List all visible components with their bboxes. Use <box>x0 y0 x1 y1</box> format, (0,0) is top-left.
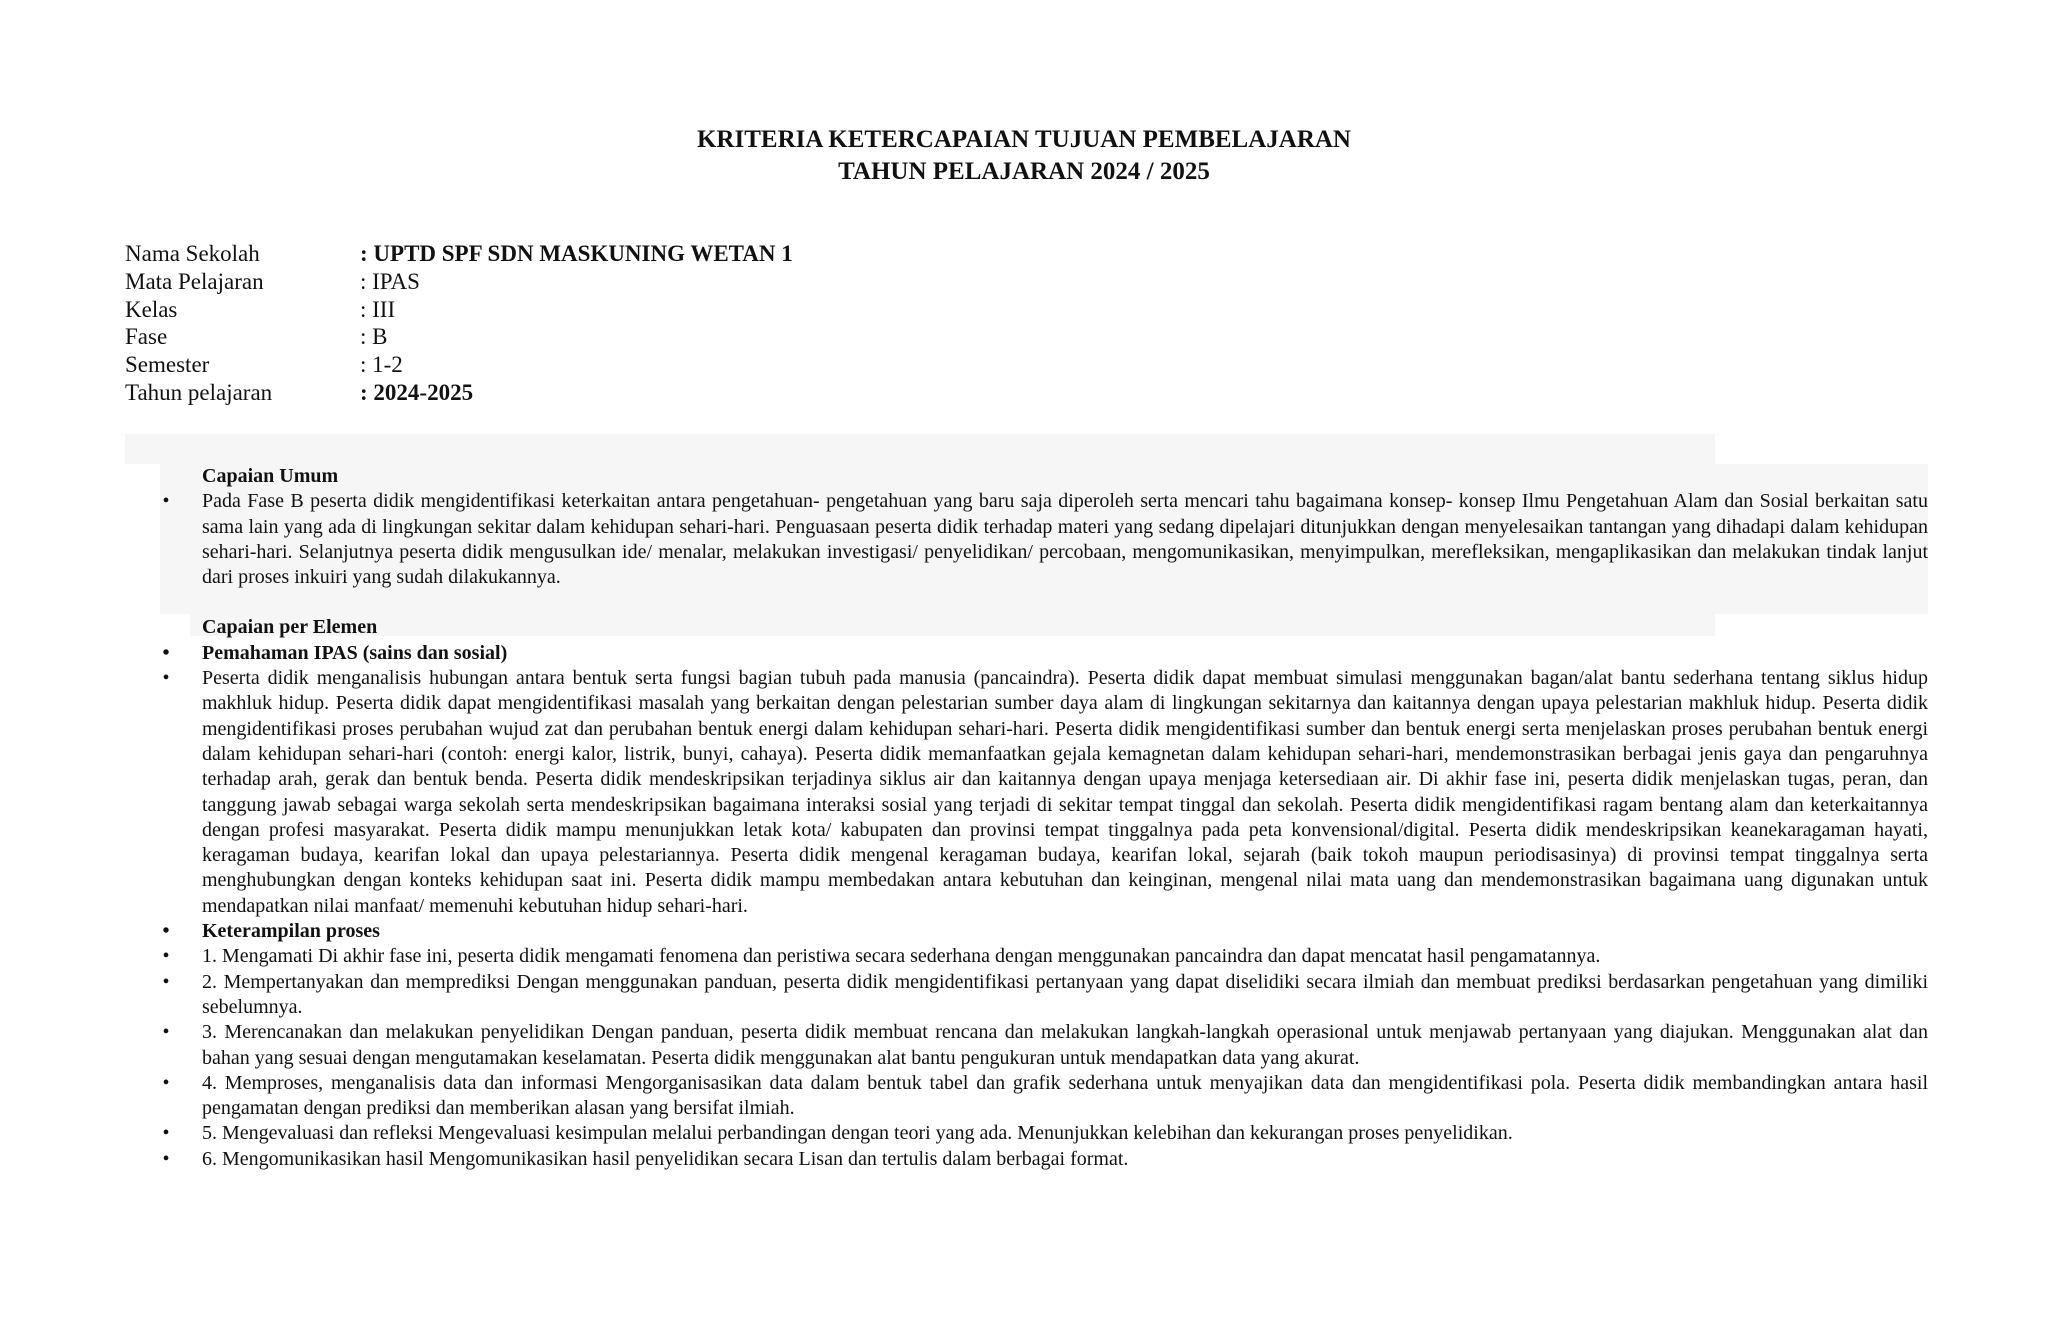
info-value: : IPAS <box>360 268 420 294</box>
capaian-elemen-heading: Capaian per Elemen <box>202 616 378 639</box>
info-value: : 2024-2025 <box>360 379 474 405</box>
info-label: Nama Sekolah <box>125 241 260 266</box>
keterampilan-item-1 <box>160 944 1928 969</box>
bullet-icon: • <box>162 970 170 993</box>
pemahaman-heading <box>160 641 1928 666</box>
capaian-umum-paragraph <box>160 489 1928 590</box>
info-row-year <box>125 379 793 407</box>
bullet-text: Pada Fase B peserta didik mengidentifikasi keterkaitan antara pengetahuan- pengetahuan yang baru saja diperoleh serta mencari tahu bagaimana konsep- konsep Ilmu Pengetahuan Alam dan Sosial berkaitan satu sama lain yang ada di lingkungan sekitar dalam kehidupan sehari-hari. Penguasaan peserta didik terhadap materi yang sedang dipelajari ditunjukkan dengan menyelesaikan tantangan yang dihadapi dalam kehidupan sehari-hari. Selanjutnya peserta didik mengusulkan ide/ menalar, melakukan investigasi/ penyelidikan/ percobaan, mengomunikasikan, menyimpulkan, merefleksikan, mengaplikasikan dan melakukan tindak lanjut dari proses inkuiri yang sudah dilakukannya. <box>202 490 1928 589</box>
school-info-table <box>125 240 793 407</box>
info-value: : UPTD SPF SDN MASKUNING WETAN 1 <box>360 241 793 266</box>
bullet-text: 3. Merencanakan dan melakukan penyelidikan Dengan panduan, peserta didik membuat rencana dan melakukan langkah-langkah operasional untuk menjawab pertanyaan yang diajukan. Menggunakan alat dan bahan yang sesuai dengan mengutamakan keselamatan. Peserta didik menggunakan alat bantu pengukuran untuk mendapatkan data yang akurat. <box>202 1021 1928 1069</box>
info-value: : III <box>360 296 396 322</box>
info-label: Fase <box>125 324 168 350</box>
spacer <box>160 590 1928 615</box>
keterampilan-item-6 <box>160 1147 1928 1172</box>
content-body <box>160 464 1928 1172</box>
bullet-text: 5. Mengevaluasi dan refleksi Mengevaluasi kesimpulan melalui perbandingan dengan teori yang ada. Menunjukkan kelebihan dan kekurangan proses penyelidikan. <box>202 1122 1513 1145</box>
bullet-icon: • <box>162 641 170 664</box>
bullet-icon: • <box>162 1147 170 1170</box>
title-line-1: KRITERIA KETERCAPAIAN TUJUAN PEMBELAJARAN <box>696 126 1351 153</box>
keterampilan-item-5 <box>160 1121 1928 1146</box>
bullet-icon: • <box>162 920 170 943</box>
shade-block-top <box>125 434 1715 464</box>
keterampilan-item-2 <box>160 970 1928 1021</box>
bullet-icon: • <box>162 490 170 513</box>
info-row-phase <box>125 323 793 351</box>
bullet-text: 4. Memproses, menganalisis data dan informasi Mengorganisasikan data dalam bentuk tabel dan grafik sederhana untuk menyajikan data dan mengidentifikasi pola. Peserta didik membandingkan antara hasil pengamatan dengan prediksi dan memberikan alasan yang bersifat ilmiah. <box>202 1071 1928 1120</box>
bullet-text: 2. Mempertanyakan dan memprediksi Dengan menggunakan panduan, peserta didik mengidentifikasi pertanyaan yang dapat diselidiki secara ilmiah dan membuat prediksi berdasarkan pengetahuan yang dimiliki sebelumnya. <box>202 970 1928 1018</box>
bullet-text: 1. Mengamati Di akhir fase ini, peserta didik mengamati fenomena dan peristiwa secara sederhana dengan menggunakan pancaindra dan dapat mencatat hasil pengamatannya. <box>202 945 1601 968</box>
info-row-class <box>125 296 793 324</box>
info-value: : 1-2 <box>360 352 403 378</box>
keterampilan-item-4 <box>160 1071 1928 1122</box>
title-line-2: TAHUN PELAJARAN 2024 / 2025 <box>838 158 1210 185</box>
info-row-subject <box>125 268 793 296</box>
bullet-icon: • <box>162 1071 170 1094</box>
info-label: Semester <box>125 352 210 378</box>
bullet-icon: • <box>162 945 170 968</box>
info-label: Mata Pelajaran <box>125 268 264 294</box>
info-row-semester <box>125 351 793 379</box>
bullet-text: Pemahaman IPAS (sains dan sosial) <box>202 641 508 664</box>
pemahaman-paragraph <box>160 666 1928 919</box>
bullet-text: Keterampilan proses <box>202 920 380 943</box>
info-value: : B <box>360 324 388 350</box>
capaian-umum-heading: Capaian Umum <box>202 465 339 487</box>
bullet-icon: • <box>162 667 170 690</box>
document-title <box>0 124 2048 188</box>
bullet-icon: • <box>162 1021 170 1044</box>
info-label: Tahun pelajaran <box>125 379 273 405</box>
bullet-text: 6. Mengomunikasikan hasil Mengomunikasikan hasil penyelidikan secara Lisan dan tertulis dalam berbagai format. <box>202 1147 1129 1170</box>
keterampilan-item-3 <box>160 1020 1928 1071</box>
info-label: Kelas <box>125 296 178 322</box>
keterampilan-heading <box>160 919 1928 944</box>
info-row-school <box>125 240 793 268</box>
bullet-icon: • <box>162 1122 170 1145</box>
bullet-text: Peserta didik menganalisis hubungan antara bentuk serta fungsi bagian tubuh pada manusia (pancaindra). Peserta didik dapat membuat simulasi menggunakan bagan/alat bantu sederhana tentang siklus hidup makhluk hidup. Peserta didik dapat mengidentifikasi masalah yang berkaitan dengan pelestarian sumber daya alam di lingkungan sekitarnya dan kaitannya dengan upaya pelestarian makhluk hidup. Peserta didik mengidentifikasi proses perubahan wujud zat dan perubahan bentuk energi dalam kehidupan sehari-hari. Peserta didik mengidentifikasi sumber dan bentuk energi serta menjelaskan proses perubahan bentuk energi dalam kehidupan sehari-hari (contoh: energi kalor, listrik, bunyi, cahaya). Peserta didik memanfaatkan gejala kemagnetan dalam kehidupan sehari-hari, mendemonstrasikan berbagai jenis gaya dan pengaruhnya terhadap arah, gerak dan bentuk benda. Peserta didik mendeskripsikan terjadinya siklus air dan kaitannya dengan upaya menjaga ketersediaan air. Di akhir fase ini, peserta didik menjelaskan tugas, peran, dan tanggung jawab sebagai warga sekolah serta mendeskripsikan bagaimana interaksi sosial yang terjadi di sekitar tempat tinggal dan sekolah. Peserta didik mengidentifikasi ragam bentang alam dan keterkaitannya dengan profesi masyarakat. Peserta didik mampu menunjukkan letak kota/ kabupaten dan provinsi tempat tinggalnya pada peta konvensional/digital. Peserta didik mendeskripsikan keanekaragaman hayati, keragaman budaya, kearifan lokal dan upaya pelestariannya. Peserta didik mengenal keragaman budaya, kearifan lokal, sejarah (baik tokoh maupun periodisasinya) di provinsi tempat tinggalnya serta menghubungkan dengan konteks kehidupan saat ini. Peserta didik mampu membedakan antara kebutuhan dan keinginan, mengenal nilai mata uang dan mendemonstrasikan bagaimana uang digunakan untuk mendapatkan nilai manfaat/ memenuhi kebutuhan hidup sehari-hari. <box>202 667 1928 917</box>
